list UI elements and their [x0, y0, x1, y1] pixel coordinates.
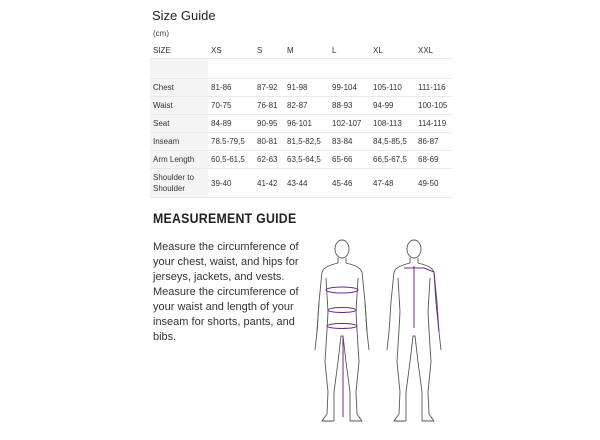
row-label: Seat — [150, 115, 208, 133]
measurement-guide-heading: MEASUREMENT GUIDE — [153, 210, 297, 226]
table-cell: 81,5-82,5 — [284, 133, 329, 151]
row-label: Inseam — [150, 133, 208, 151]
table-row — [150, 115, 452, 133]
table-cell: 90-95 — [254, 115, 284, 133]
table-cell: 49-50 — [415, 169, 452, 198]
col-header-xs: XS — [211, 45, 222, 55]
table-cell: 39-40 — [208, 169, 254, 198]
table-cell: 86-87 — [415, 133, 452, 151]
col-header-size: SIZE — [153, 45, 171, 55]
table-cell: 78.5-79,5 — [208, 133, 254, 151]
size-guide-title: Size Guide — [152, 8, 216, 23]
table-cell: 94-99 — [370, 97, 415, 115]
table-cell: 114-119 — [415, 115, 452, 133]
table-cell: 99-104 — [329, 79, 370, 97]
row-label: Arm Length — [150, 151, 208, 169]
back-measure-lines — [404, 266, 439, 332]
table-cell: 62-63 — [254, 151, 284, 169]
table-cell: 83-84 — [329, 133, 370, 151]
table-cell: 63,5-64,5 — [284, 151, 329, 169]
table-cell: 43-44 — [284, 169, 329, 198]
table-cell: 68-69 — [415, 151, 452, 169]
table-cell: 82-87 — [284, 97, 329, 115]
table-row — [150, 169, 452, 198]
table-cell: 87-92 — [254, 79, 284, 97]
table-cell: 91-98 — [284, 79, 329, 97]
size-table — [150, 42, 452, 198]
unit-label: (cm) — [153, 29, 169, 38]
table-row — [150, 97, 452, 115]
table-cell: 84-89 — [208, 115, 254, 133]
col-header-xl: XL — [373, 45, 383, 55]
table-cell: 88-93 — [329, 97, 370, 115]
table-cell: 45-46 — [329, 169, 370, 198]
table-spacer-row — [150, 59, 452, 79]
table-row — [150, 133, 452, 151]
table-cell: 70-75 — [208, 97, 254, 115]
table-cell: 60,5-61,5 — [208, 151, 254, 169]
table-cell: 80-81 — [254, 133, 284, 151]
table-cell: 100-105 — [415, 97, 452, 115]
table-cell: 108-113 — [370, 115, 415, 133]
row-label: Waist — [150, 97, 208, 115]
table-cell: 41-42 — [254, 169, 284, 198]
row-label: Shoulder to Shoulder — [150, 169, 208, 198]
front-figure — [315, 240, 369, 421]
table-cell: 105-110 — [370, 79, 415, 97]
table-cell: 81-86 — [208, 79, 254, 97]
measurement-guide-text: Measure the circumference of your chest, waist, and hips for jerseys, jackets, and vests. Measure the circumference of your waist and length of your inseam for shorts, pants, and bibs. — [153, 241, 299, 343]
table-cell: 96-101 — [284, 115, 329, 133]
row-label: Chest — [150, 79, 208, 97]
table-cell: 76-81 — [254, 97, 284, 115]
table-cell: 65-66 — [329, 151, 370, 169]
table-cell: 84,5-85,5 — [370, 133, 415, 151]
table-row — [150, 79, 452, 97]
table-header-row — [150, 42, 452, 59]
table-cell: 66,5-67,5 — [370, 151, 415, 169]
table-cell: 102-107 — [329, 115, 370, 133]
table-cell: 47-48 — [370, 169, 415, 198]
body-figures-illustration — [300, 232, 460, 432]
col-header-m: M — [287, 45, 294, 55]
col-header-s: S — [257, 45, 263, 55]
col-header-l: L — [332, 45, 337, 55]
front-measure-lines — [326, 287, 358, 417]
table-cell: 111-116 — [415, 79, 452, 97]
col-header-xxl: XXL — [418, 45, 434, 55]
table-row — [150, 151, 452, 169]
